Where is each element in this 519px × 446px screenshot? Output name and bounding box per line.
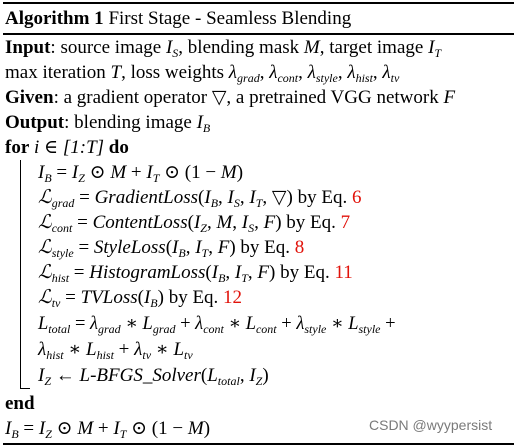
given-keyword: Given xyxy=(5,87,54,108)
algorithm-title: First Stage - Seamless Blending xyxy=(108,8,352,29)
input-text: : source image xyxy=(50,37,166,58)
step-histogram-loss: ℒ$_{hist}$ = $HistogramLoss(I_B$, $I_T$, F) by Eq. 11 xyxy=(38,262,353,285)
eq-ref-tv[interactable]: 12 xyxy=(223,287,243,308)
given-text: : a gradient operator ▽, a pretrained VGG network xyxy=(53,87,444,108)
step-total-loss-cont: $\lambda_{hist}$ ∗ $L_{hist} + \lambda_{tv}$ ∗ $L_{tv}$ xyxy=(38,339,193,362)
input-text-2: , blending mask xyxy=(178,37,304,58)
input-text-3: , target image xyxy=(319,37,429,58)
input-line: Input: source image $I_S$, blending mask M, target image $I_T$ xyxy=(5,37,442,60)
step-lbfgs: $I_Z$ ← $L-BFGS\_Solver(L_{total}$, $I_Z$) xyxy=(38,365,269,388)
output-keyword: Output xyxy=(5,112,65,133)
by-eq-label: by Eq. xyxy=(286,212,336,233)
top-rule xyxy=(3,2,514,4)
step-blend: $I_B = I_Z$ ⊙ $M + I_T$ ⊙ (1 − M) xyxy=(38,162,244,185)
end-keyword: end xyxy=(5,393,35,414)
step-style-loss: ℒ$_{style}$ = $StyleLoss(I_B$, $I_T$, F) by Eq. 8 xyxy=(38,237,305,260)
input-keyword: Input xyxy=(5,37,51,58)
bottom-rule xyxy=(3,443,514,445)
watermark: CSDN @wyypersist xyxy=(369,417,493,433)
loop-range: i ∈ [1:T] xyxy=(34,137,105,158)
eq-ref-content[interactable]: 7 xyxy=(340,212,351,233)
input-line2b-text: , loss weights xyxy=(121,62,229,83)
by-eq-label: by Eq. xyxy=(280,262,330,283)
by-eq-label: by Eq. xyxy=(168,287,219,308)
for-keyword: for xyxy=(5,137,30,158)
algorithm-caption xyxy=(5,6,351,31)
input-line-2: max iteration T, loss weights $\lambda_{grad}$, $\lambda_{cont}$, $\lambda_{style}$, $\lambda_{hist}$, $\lambda_{tv}$ xyxy=(5,62,400,85)
final-blend: $I_B = I_Z$ ⊙ $M + I_T$ ⊙ (1 − M) xyxy=(5,418,211,441)
loop-bracket-tick xyxy=(20,388,30,389)
eq-ref-style[interactable]: 8 xyxy=(294,237,305,258)
step-tv-loss: ℒ$_{tv}$ = $TVLoss(I_B)$ by Eq. 12 xyxy=(38,287,243,310)
for-line xyxy=(5,135,129,160)
given-line: Given: a gradient operator ▽, a pretrained VGG network F xyxy=(5,87,456,108)
step-total-loss: $L_{total} = \lambda_{grad}$ ∗ $L_{grad} + \lambda_{cont}$ ∗ $L_{cont} + \lambda_{style}$ ∗ $L_{style}$ + xyxy=(38,314,396,336)
input-line2-text: max iteration xyxy=(5,62,111,83)
end-line xyxy=(5,391,35,416)
by-eq-label: by Eq. xyxy=(297,187,348,208)
output-line: Output: blending image $I_B$ xyxy=(5,112,211,135)
algorithm-label: Algorithm 1 xyxy=(5,8,104,29)
step-content-loss: ℒ$_{cont}$ = $ContentLoss(I_Z$, M, $I_S$, F) by Eq. 7 xyxy=(38,212,351,235)
by-eq-label: by Eq. xyxy=(240,237,290,258)
loop-bracket xyxy=(20,160,21,389)
eq-ref-gradient[interactable]: 6 xyxy=(351,187,362,208)
step-gradient-loss: ℒ$_{grad}$ = $GradientLoss(I_B$, $I_S$, $I_T$, ▽) by Eq. 6 xyxy=(38,187,362,210)
output-text: : blending image xyxy=(64,112,197,133)
eq-ref-histogram[interactable]: 11 xyxy=(334,262,353,283)
do-keyword: do xyxy=(108,137,129,158)
